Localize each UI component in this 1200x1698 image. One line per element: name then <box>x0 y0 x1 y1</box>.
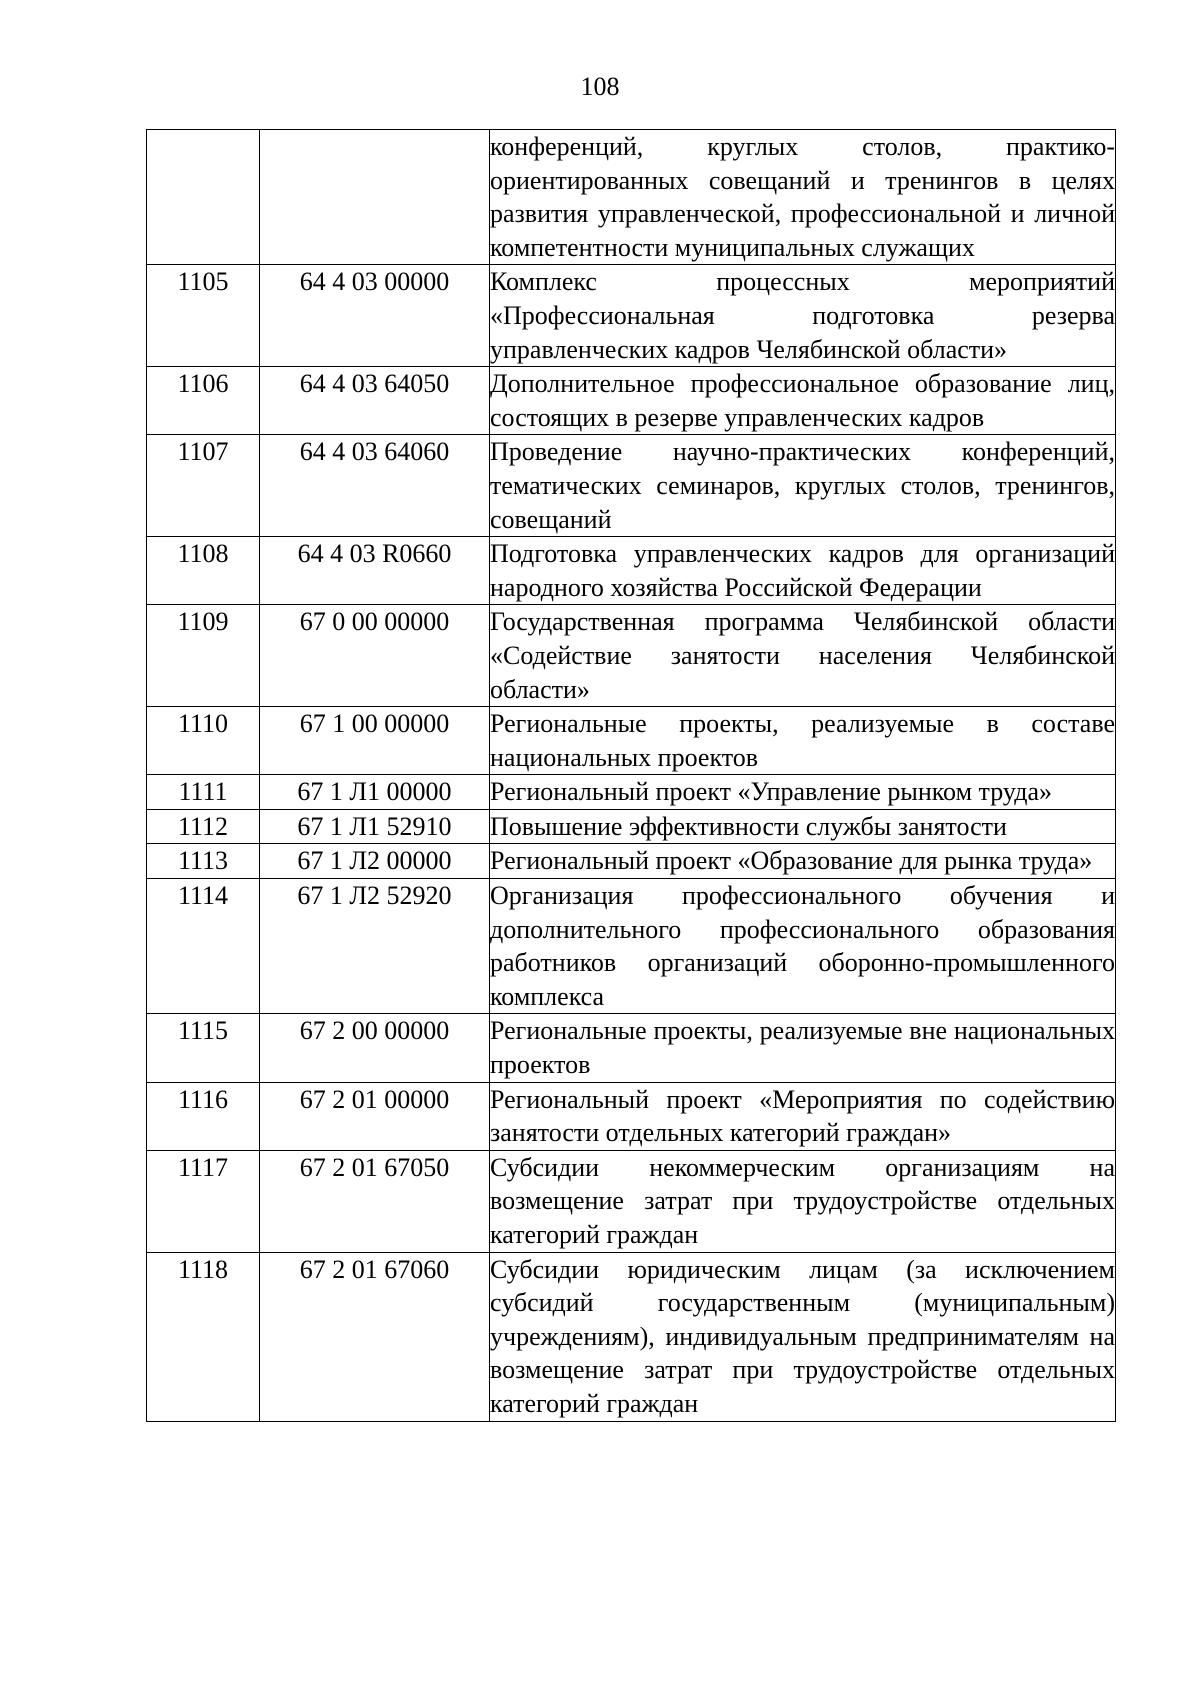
row-number: 1108 <box>147 537 260 605</box>
table-row <box>147 707 1116 775</box>
target-code: 67 1 Л1 52910 <box>260 809 490 844</box>
table-row <box>147 1082 1116 1150</box>
row-number: 1109 <box>147 605 260 707</box>
target-code: 67 1 Л1 00000 <box>260 775 490 810</box>
row-number: 1117 <box>147 1150 260 1252</box>
item-name: Региональный проект «Управление рынком труда» <box>490 775 1116 810</box>
item-name: конференций, круглых столов, практико-ориентированных совещаний и тренингов в целях развития управленческой, профессиональной и личной компетентности муниципальных служащих <box>490 130 1116 265</box>
item-name: Проведение научно-практических конференций, тематических семинаров, круглых столов, тренингов, совещаний <box>490 435 1116 537</box>
row-number: 1118 <box>147 1252 260 1421</box>
target-code: 67 2 01 67060 <box>260 1252 490 1421</box>
row-number: 1114 <box>147 879 260 1014</box>
page-number: 108 <box>580 72 620 101</box>
row-number: 1111 <box>147 775 260 810</box>
table-row <box>147 844 1116 879</box>
row-number: 1112 <box>147 809 260 844</box>
row-number: 1105 <box>147 265 260 367</box>
item-name: Повышение эффективности службы занятости <box>490 809 1116 844</box>
table-row <box>147 809 1116 844</box>
target-code: 67 0 00 00000 <box>260 605 490 707</box>
item-name: Организация профессионального обучения и дополнительного профессионального образования работников организаций оборонно-промышленного комплекса <box>490 879 1116 1014</box>
target-code: 67 1 00 00000 <box>260 707 490 775</box>
item-name: Подготовка управленческих кадров для организаций народного хозяйства Российской Федерации <box>490 537 1116 605</box>
table-row <box>147 435 1116 537</box>
table-row <box>147 367 1116 435</box>
table-row <box>147 537 1116 605</box>
target-code: 64 4 03 00000 <box>260 265 490 367</box>
row-number: 1116 <box>147 1082 260 1150</box>
row-number: 1107 <box>147 435 260 537</box>
table-row <box>147 1252 1116 1421</box>
target-code: 64 4 03 64050 <box>260 367 490 435</box>
item-name: Региональный проект «Образование для рынка труда» <box>490 844 1116 879</box>
table-row <box>147 775 1116 810</box>
item-name: Государственная программа Челябинской области «Содействие занятости населения Челябинской области» <box>490 605 1116 707</box>
target-code: 67 2 01 67050 <box>260 1150 490 1252</box>
target-code: 67 1 Л2 52920 <box>260 879 490 1014</box>
row-number: 1106 <box>147 367 260 435</box>
item-name: Региональный проект «Мероприятия по содействию занятости отдельных категорий граждан» <box>490 1082 1116 1150</box>
target-code: 64 4 03 R0660 <box>260 537 490 605</box>
table-row <box>147 605 1116 707</box>
item-name: Региональные проекты, реализуемые вне национальных проектов <box>490 1014 1116 1082</box>
table-row <box>147 265 1116 367</box>
item-name: Комплекс процессных мероприятий «Профессиональная подготовка резерва управленческих кадров Челябинской области» <box>490 265 1116 367</box>
target-code: 67 1 Л2 00000 <box>260 844 490 879</box>
item-name: Региональные проекты, реализуемые в составе национальных проектов <box>490 707 1116 775</box>
table-row <box>147 130 1116 265</box>
table-row <box>147 1150 1116 1252</box>
table-row <box>147 879 1116 1014</box>
item-name: Субсидии некоммерческим организациям на возмещение затрат при трудоустройстве отдельных категорий граждан <box>490 1150 1116 1252</box>
target-code <box>260 130 490 265</box>
target-code: 67 2 01 00000 <box>260 1082 490 1150</box>
item-name: Субсидии юридическим лицам (за исключением субсидий государственным (муниципальным) учреждениям), индивидуальным предпринимателям на возмещение затрат при трудоустройстве отдельных категорий граждан <box>490 1252 1116 1421</box>
row-number: 1115 <box>147 1014 260 1082</box>
target-code: 64 4 03 64060 <box>260 435 490 537</box>
budget-classification-table <box>146 129 1116 1422</box>
item-name: Дополнительное профессиональное образование лиц, состоящих в резерве управленческих кадров <box>490 367 1116 435</box>
row-number: 1110 <box>147 707 260 775</box>
row-number: 1113 <box>147 844 260 879</box>
row-number <box>147 130 260 265</box>
target-code: 67 2 00 00000 <box>260 1014 490 1082</box>
table-row <box>147 1014 1116 1082</box>
